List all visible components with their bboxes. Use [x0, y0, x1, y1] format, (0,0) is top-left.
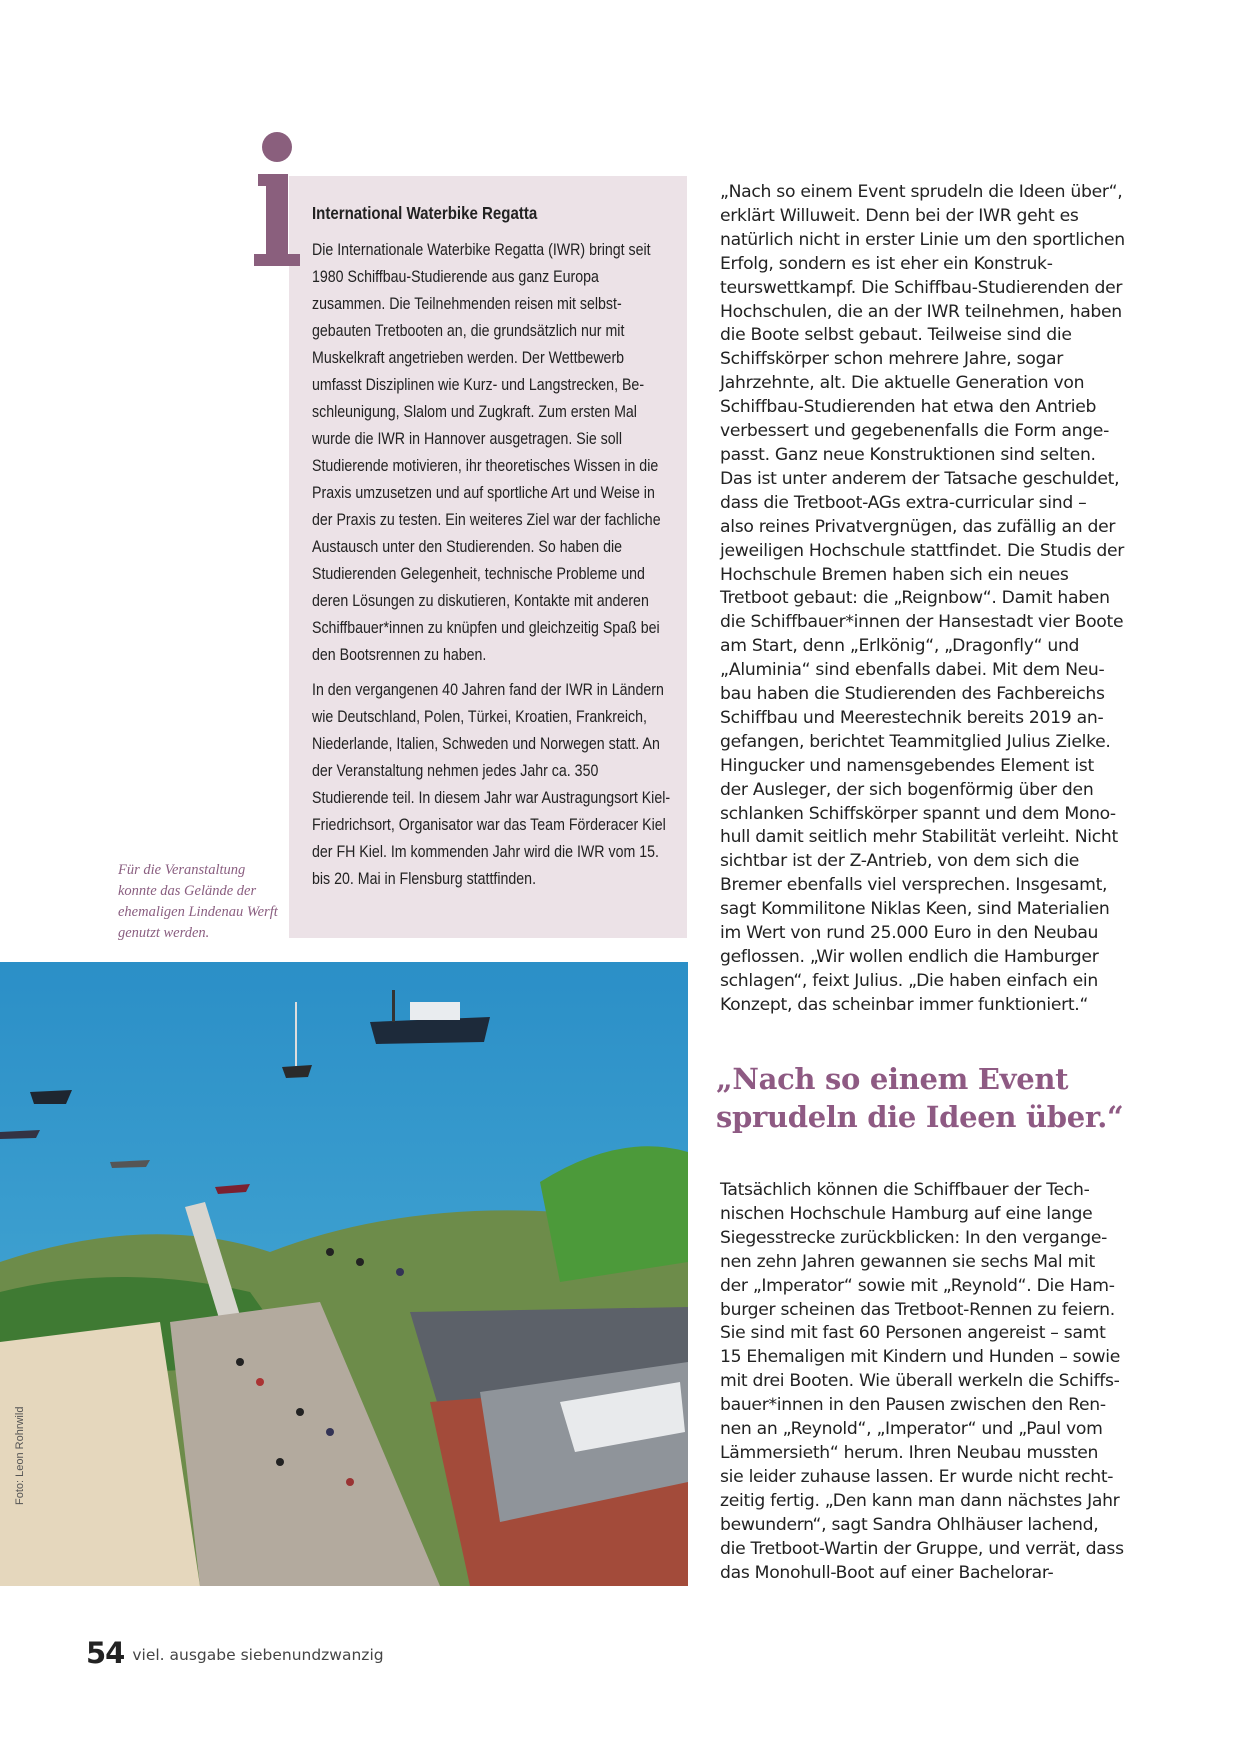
article-column-top: [720, 181, 1125, 1018]
article-paragraph-2: Tatsächlich können die Schiffbauer der Technischen Hochschule Hamburg auf eine lange Siegesstrecke zurückblicken: In den vergangenen zehn Jahren gewannen sie sechs Mal mit der „Imperator“ sowie mit „Reynold“. Die Hamburger scheinen das Tretboot-Rennen zu feiern. Sie sind mit fast 60 Personen angereist – samt 15 Ehemaligen mit Kindern und Hunden – sowie mit drei Booten. Wie überall werkeln die Schiffsbauer*innen in den Pausen zwischen den Rennen an „Reynold“, „Imperator“ und „Paul vom Lämmersieth“ herum. Ihren Neubau mussten sie leider zuhause lassen. Er wurde nicht rechtzeitig fertig. „Den kann man dann nächstes Jahr bewundern“, sagt Sandra Ohlhäuser lachend, die Tretboot-Wartin der Gruppe, und verrät, dass das Monohull-Boot auf einer Bachelorar-: [720, 1180, 1124, 1583]
info-box-paragraph-2: In den vergangenen 40 Jahren fand der IWR in Ländern wie Deutschland, Polen, Türkei, Kroatien, Frankreich, Niederlande, Italien, Schweden und Norwegen statt. An der Veranstaltung nehmen jedes Jahr ca. 350 Studierende teil. In diesem Jahr war Austragungsort Kiel-Friedrichsort, Organisator war das Team Förderacer Kiel der FH Kiel. Im kommenden Jahr wird die IWR vom 15. bis 20. Mai in Flensburg stattfinden.: [312, 681, 671, 888]
publication-name: viel. ausgabe siebenundzwanzig: [132, 1646, 384, 1664]
article-paragraph-1: „Nach so einem Event sprudeln die Ideen über“, erklärt Willuweit. Denn bei der IWR geht es natürlich nicht in erster Linie um den sportlichen Erfolg, sondern es ist eher ein Konstrukteurswettkampf. Die Schiffbau-Studierenden der Hochschulen, die an der IWR teilnehmen, haben die Boote selbst gebaut. Teilweise sind die Schiffskörper schon mehrere Jahre, sogar Jahrzehnte, alt. Die aktuelle Generation von Schiffbau-Studierenden hat etwa den Antrieb verbessert und gegebenenfalls die Form angepasst. Ganz neue Konstruktionen sind selten. Das ist unter anderem der Tatsache geschuldet, dass die Tretboot-AGs extra-curricular sind – also reines Privatvergnügen, das zufällig an der jeweiligen Hochschule stattfindet. Die Studis der Hochschule Bremen haben sich ein neues Tretboot gebaut: die „Reignbow“. Damit haben die Schiffbauer*innen der Hansestadt vier Boote am Start, denn „Erlkönig“, „Dragonfly“ und „Aluminia“ sind ebenfalls dabei. Mit dem Neubau haben die Studierenden des Fachbereichs Schiffbau und Meerestechnik bereits 2019 angefangen, berichtet Teammitglied Julius Zielke. Hingucker und namensgebendes Element ist der Ausleger, der sich bogenförmig über den schlanken Schiffskörper spannt und dem Monohull damit seitlich mehr Stabilität verleiht. Nicht sichtbar ist der Z-Antrieb, von dem sich die Bremer ebenfalls viel versprechen. Insgesamt, sagt Kommilitone Niklas Keen, sind Materialien im Wert von rund 25.000 Euro in den Neubau geflossen. „Wir wollen endlich die Hamburger schlagen“, feixt Julius. „Die haben einfach ein Konzept, das scheinbar immer funktioniert.“: [720, 182, 1125, 1015]
page-number: 54: [86, 1636, 125, 1670]
pull-quote: „Nach so einem Event sprudeln die Ideen über.“: [716, 1062, 1124, 1134]
info-box-title: International Waterbike Regatta: [312, 203, 538, 223]
info-box-paragraph-1: Die Internationale Waterbike Regatta (IWR) bringt seit 1980 Schiffbau-Studierende aus ganz Europa zusammen. Die Teilnehmenden reisen mit selbstgebauten Tretbooten an, die grundsätzlich nur mit Muskelkraft angetrieben werden. Der Wettbewerb umfasst Disziplinen wie Kurz- und Langstrecken, Beschleunigung, Slalom und Zugkraft. Zum ersten Mal wurde die IWR in Hannover ausgetragen. Sie soll Studierende motivieren, ihr theoretisches Wissen in die Praxis umzusetzen und auf sportliche Art und Weise in der Praxis zu testen. Ein weiteres Ziel war der fachliche Austausch unter den Studierenden. So haben die Studierenden Gelegenheit, technische Probleme und deren Lösungen zu diskutieren, Kontakte mit anderen Schiffbauer*innen zu knüpfen und gleichzeitig Spaß bei den Bootsrennen zu haben.: [312, 241, 661, 664]
photo-credit: Foto: Leon Rohrwild: [14, 1406, 26, 1505]
info-box-content: [312, 200, 673, 901]
photo-caption: Für die Veranstaltung konnte das Gelände der ehemaligen Lindenau Werft genutzt werden.: [118, 862, 278, 941]
aerial-photo: [0, 962, 688, 1586]
article-column-bottom: [720, 1179, 1125, 1585]
page-footer: [86, 1636, 384, 1670]
initial-letter-i: [252, 130, 304, 270]
